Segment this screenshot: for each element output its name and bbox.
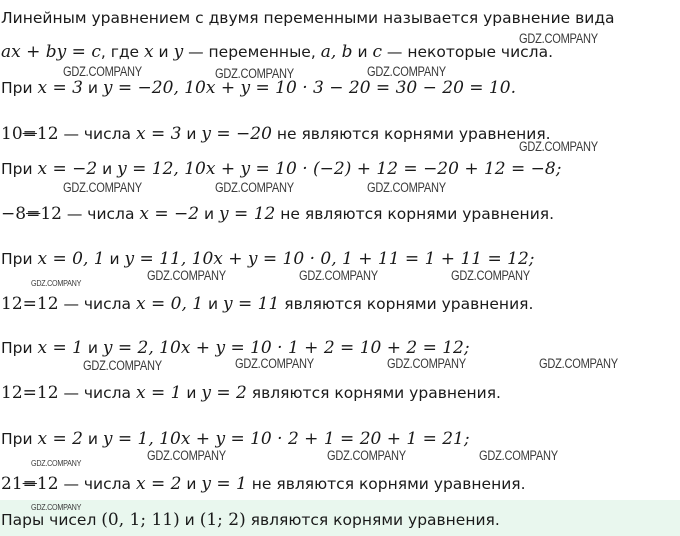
not-equal-sign: = [22, 124, 37, 144]
result-rhs: 12 [36, 383, 59, 403]
result-rhs: 12 [36, 294, 59, 314]
result-and: и [181, 475, 202, 493]
result-text: — числа [58, 295, 136, 313]
result-x: x = 1 [135, 383, 182, 403]
result-y: y = −20 [201, 124, 272, 144]
result-conclusion: не являются корнями уравнения. [246, 475, 526, 493]
calc-prefix: При [1, 430, 38, 448]
result-rhs: 12 [36, 124, 59, 144]
calc-and: и [104, 250, 125, 268]
coef-c: c [372, 42, 382, 62]
result-x: x = 2 [135, 474, 182, 494]
watermark: GDZ.COMPANY [215, 66, 294, 81]
watermark: GDZ.COMPANY [31, 459, 82, 468]
calc-prefix: При [1, 250, 38, 268]
watermark: GDZ.COMPANY [147, 268, 226, 283]
result-lhs: −8 [1, 204, 27, 224]
calc-x: x = −2 [37, 159, 98, 179]
watermark: GDZ.COMPANY [147, 448, 226, 463]
equal-sign: = [22, 294, 37, 314]
result-rhs: 12 [36, 474, 59, 494]
calc-expression: y = 1, 10x + y = 10 · 2 + 1 = 20 + 1 = 21; [102, 429, 470, 449]
result-text: — числа [58, 384, 136, 402]
answer-text: Пары чисел [1, 511, 102, 529]
result-conclusion: не являются корнями уравнения. [275, 205, 555, 223]
watermark: GDZ.COMPANY [63, 180, 142, 195]
result-y: y = 11 [223, 294, 280, 314]
text-variables: — переменные, [183, 43, 321, 61]
answer-pair-1: (0, 1; 11) [101, 510, 180, 530]
watermark: GDZ.COMPANY [299, 268, 378, 283]
text-and: и [153, 43, 174, 61]
calc-and: и [82, 339, 103, 357]
result-y: y = 12 [219, 204, 276, 224]
calc-x: x = 1 [37, 338, 83, 358]
definition-text: Линейным уравнением с двумя переменными называется уравнение вида [1, 9, 615, 27]
case-3-result [0, 292, 680, 316]
result-x: x = −2 [139, 204, 200, 224]
var-y: y [173, 42, 184, 62]
answer-and: и [179, 511, 200, 529]
calc-expression: y = 2, 10x + y = 10 · 1 + 2 = 10 + 2 = 12; [102, 338, 470, 358]
text-and-2: и [352, 43, 373, 61]
watermark: GDZ.COMPANY [387, 356, 466, 371]
result-and: и [181, 125, 202, 143]
definition-line-1 [0, 6, 680, 30]
not-equal-sign: = [22, 474, 37, 494]
watermark: GDZ.COMPANY [83, 358, 162, 373]
watermark: GDZ.COMPANY [451, 268, 530, 283]
result-conclusion: являются корнями уравнения. [246, 384, 501, 402]
watermark: GDZ.COMPANY [63, 64, 142, 79]
calc-and: и [82, 79, 103, 97]
calc-prefix: При [1, 339, 38, 357]
answer-conclusion: являются корнями уравнения. [245, 511, 500, 529]
answer-pair-2: (1; 2) [199, 510, 246, 530]
calc-x: x = 0, 1 [37, 249, 105, 269]
result-lhs: 12 [1, 383, 23, 403]
watermark: GDZ.COMPANY [519, 31, 598, 46]
watermark: GDZ.COMPANY [235, 356, 314, 371]
result-text: — числа [58, 475, 136, 493]
watermark: GDZ.COMPANY [215, 180, 294, 195]
result-text: — числа [61, 205, 140, 223]
result-lhs: 21 [1, 474, 23, 494]
not-equal-sign: = [26, 204, 41, 224]
calc-and: и [82, 430, 103, 448]
calc-x: x = 2 [37, 429, 83, 449]
result-rhs: 12 [40, 204, 62, 224]
result-text: — числа [58, 125, 136, 143]
case-1-calc [0, 76, 680, 100]
general-equation: ax + by = c [1, 42, 101, 62]
watermark: GDZ.COMPANY [327, 448, 406, 463]
calc-prefix: При [1, 160, 38, 178]
calc-x: x = 3 [37, 78, 83, 98]
watermark: GDZ.COMPANY [367, 64, 446, 79]
watermark: GDZ.COMPANY [31, 503, 82, 512]
watermark: GDZ.COMPANY [367, 180, 446, 195]
result-y: y = 2 [201, 383, 247, 403]
case-2-result [0, 202, 680, 226]
calc-expression: y = −20, 10x + y = 10 · 3 − 20 = 30 − 20 = 10. [102, 78, 516, 98]
result-and: и [199, 205, 220, 223]
equal-sign: = [22, 383, 37, 403]
calc-prefix: При [1, 79, 38, 97]
calc-expression: y = 12, 10x + y = 10 · (−2) + 12 = −20 + 12 = −8; [117, 159, 562, 179]
result-and: и [203, 295, 224, 313]
watermark: GDZ.COMPANY [479, 448, 558, 463]
result-lhs: 12 [1, 294, 23, 314]
result-x: x = 0, 1 [135, 294, 204, 314]
result-x: x = 3 [135, 124, 182, 144]
case-2-calc [0, 157, 680, 181]
answer-line [0, 508, 680, 532]
watermark: GDZ.COMPANY [539, 356, 618, 371]
result-conclusion: не являются корнями уравнения. [271, 125, 551, 143]
watermark: GDZ.COMPANY [31, 279, 82, 288]
var-x: x [144, 42, 154, 62]
result-lhs: 10 [1, 124, 23, 144]
watermark: GDZ.COMPANY [519, 139, 598, 154]
result-conclusion: являются корнями уравнения. [279, 295, 534, 313]
result-y: y = 1 [201, 474, 247, 494]
result-and: и [181, 384, 202, 402]
text-where: , где [100, 43, 145, 61]
case-4-result [0, 381, 680, 405]
text-numbers: — некоторые числа. [382, 43, 554, 61]
calc-and: и [97, 160, 118, 178]
coef-ab: a, b [320, 42, 353, 62]
case-5-result [0, 472, 680, 496]
calc-expression: y = 11, 10x + y = 10 · 0, 1 + 11 = 1 + 11 = 12; [124, 249, 535, 269]
